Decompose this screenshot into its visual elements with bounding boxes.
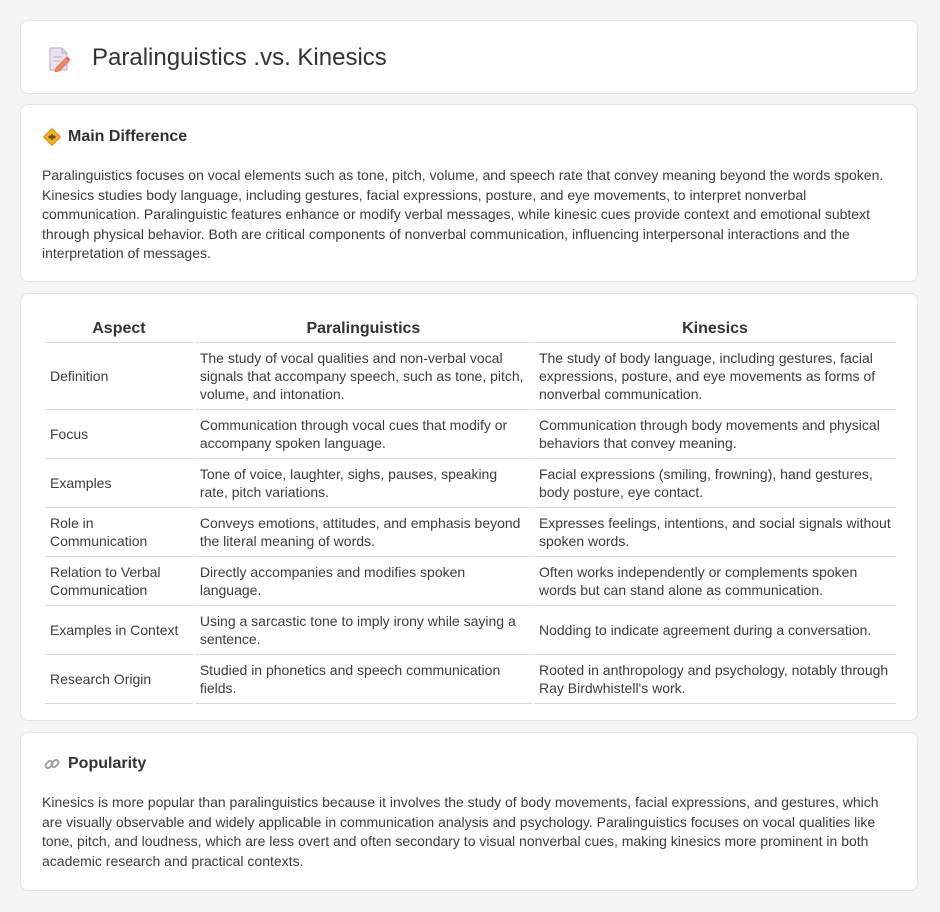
paralinguistics-cell: Directly accompanies and modifies spoken language. — [195, 557, 532, 606]
aspect-cell: Relation to Verbal Communication — [45, 557, 193, 606]
link-icon — [43, 755, 61, 773]
paralinguistics-cell: Studied in phonetics and speech communication fields. — [195, 655, 532, 704]
popularity-header — [43, 755, 146, 773]
diamond-sign-icon — [43, 128, 61, 146]
comparison-table — [43, 316, 898, 704]
kinesics-cell: Expresses feelings, intentions, and social signals without spoken words. — [534, 508, 896, 557]
aspect-cell: Role in Communication — [45, 508, 193, 557]
popularity-card — [20, 732, 918, 891]
comparison-card — [20, 293, 918, 721]
kinesics-cell: Communication through body movements and physical behaviors that convey meaning. — [534, 410, 896, 459]
paralinguistics-cell: Using a sarcastic tone to imply irony while saying a sentence. — [195, 606, 532, 655]
header-aspect: Aspect — [45, 316, 193, 343]
kinesics-cell: The study of body language, including gestures, facial expressions, posture, and eye movements as forms of nonverbal communication. — [534, 343, 896, 410]
main-difference-text: Paralinguistics focuses on vocal elements such as tone, pitch, volume, and speech rate that convey meaning beyond the words spoken. Kinesics studies body language, including gestures, facial expressions, posture, and eye movements, to interpret nonverbal communication. Paralinguistic features enhance or modify verbal messages, while kinesic cues provide context and emotional subtext through physical behavior. Both are critical components of nonverbal communication, influencing interpersonal interactions and the interpretation of messages. — [42, 167, 884, 261]
kinesics-cell: Often works independently or complements spoken words but can stand alone as communication. — [534, 557, 896, 606]
title-card — [20, 20, 918, 94]
table-row — [45, 557, 896, 606]
kinesics-cell: Facial expressions (smiling, frowning), hand gestures, body posture, eye contact. — [534, 459, 896, 508]
main-difference-card — [20, 104, 918, 282]
paralinguistics-cell: Communication through vocal cues that modify or accompany spoken language. — [195, 410, 532, 459]
aspect-cell: Definition — [45, 343, 193, 410]
table-row — [45, 606, 896, 655]
header-paralinguistics: Paralinguistics — [195, 316, 532, 343]
popularity-text: Kinesics is more popular than paralinguistics because it involves the study of body movements, facial expressions, and gestures, which are visually observable and widely applicable in communication analysis and psychology. Paralinguistics focuses on vocal qualities like tone, pitch, and loudness, which are less overt and often secondary to visual nonverbal cues, making kinesics more prominent in both academic research and practical contexts. — [42, 794, 879, 869]
header-kinesics: Kinesics — [534, 316, 896, 343]
kinesics-cell: Rooted in anthropology and psychology, notably through Ray Birdwhistell's work. — [534, 655, 896, 704]
aspect-cell: Examples in Context — [45, 606, 193, 655]
popularity-heading: Popularity — [68, 755, 147, 772]
aspect-cell: Examples — [45, 459, 193, 508]
table-header-row — [45, 316, 896, 343]
table-row — [45, 508, 896, 557]
kinesics-cell: Nodding to indicate agreement during a conversation. — [534, 606, 896, 655]
aspect-cell: Focus — [45, 410, 193, 459]
page-title: Paralinguistics .vs. Kinesics — [92, 44, 387, 71]
main-difference-heading: Main Difference — [68, 128, 188, 145]
paralinguistics-cell: The study of vocal qualities and non-verbal vocal signals that accompany speech, such as tone, pitch, volume, and intonation. — [195, 343, 532, 410]
main-difference-header — [43, 128, 187, 146]
document-edit-icon — [47, 46, 71, 72]
table-row — [45, 655, 896, 704]
paralinguistics-cell: Conveys emotions, attitudes, and emphasis beyond the literal meaning of words. — [195, 508, 532, 557]
table-row — [45, 459, 896, 508]
table-row — [45, 410, 896, 459]
aspect-cell: Research Origin — [45, 655, 193, 704]
paralinguistics-cell: Tone of voice, laughter, sighs, pauses, speaking rate, pitch variations. — [195, 459, 532, 508]
table-row — [45, 343, 896, 410]
